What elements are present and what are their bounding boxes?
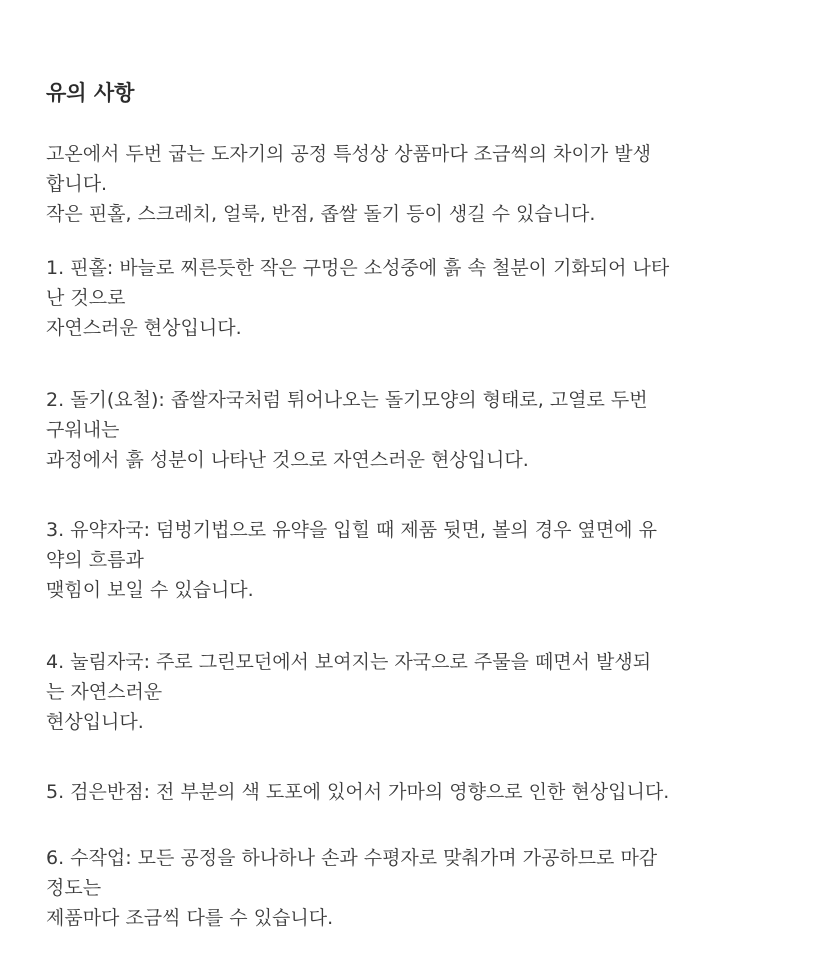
notice-item-line: 2. 돌기(요철): 좁쌀자국처럼 튀어나오는 돌기모양의 형태로, 고열로 두번 [46,389,648,411]
notice-item-line: 3. 유약자국: 덤벙기법으로 유약을 입힐 때 제품 뒷면, 볼의 경우 옆면에 유 [46,519,657,541]
notice-item-pinhole [46,253,669,343]
notice-item-line: 5. 검은반점: 전 부분의 색 도포에 있어서 가마의 영향으로 인한 현상입니다. [46,781,670,803]
intro-line: 작은 핀홀, 스크레치, 얼룩, 반점, 좁쌀 돌기 등이 생길 수 있습니다. [46,203,596,225]
intro-paragraph [46,139,651,229]
notice-item-line: 난 것으로 [46,287,126,309]
notice-item-glaze-mark [46,515,657,605]
notice-item-line: 맺힘이 보일 수 있습니다. [46,579,254,601]
notice-item-line: 는 자연스러운 [46,681,163,703]
notice-item-line: 1. 핀홀: 바늘로 찌른듯한 작은 구멍은 소성중에 흙 속 철분이 기화되어 나타 [46,257,670,279]
notice-item-line: 자연스러운 현상입니다. [46,317,242,339]
intro-line: 합니다. [46,173,108,195]
notice-item-black-spot [46,777,669,807]
notice-item-press-mark [46,647,651,737]
notice-item-line: 제품마다 조금씩 다를 수 있습니다. [46,907,334,929]
notice-item-line: 정도는 [46,877,102,899]
notice-item-line: 과정에서 흙 성분이 나타난 것으로 자연스러운 현상입니다. [46,449,529,471]
notice-item-bump [46,385,648,475]
notice-item-handmade [46,843,657,933]
notice-item-line: 현상입니다. [46,711,144,733]
notice-item-line: 약의 흐름과 [46,549,144,571]
intro-line: 고온에서 두번 굽는 도자기의 공정 특성상 상품마다 조금씩의 차이가 발생 [46,143,651,165]
notice-item-line: 6. 수작업: 모든 공정을 하나하나 손과 수평자로 맞춰가며 가공하므로 마감 [46,847,658,869]
page-title: 유의 사항 [46,81,135,105]
notice-item-line: 구워내는 [46,419,120,441]
notice-item-line: 4. 눌림자국: 주로 그린모던에서 보여지는 자국으로 주물을 떼면서 발생되 [46,651,652,673]
